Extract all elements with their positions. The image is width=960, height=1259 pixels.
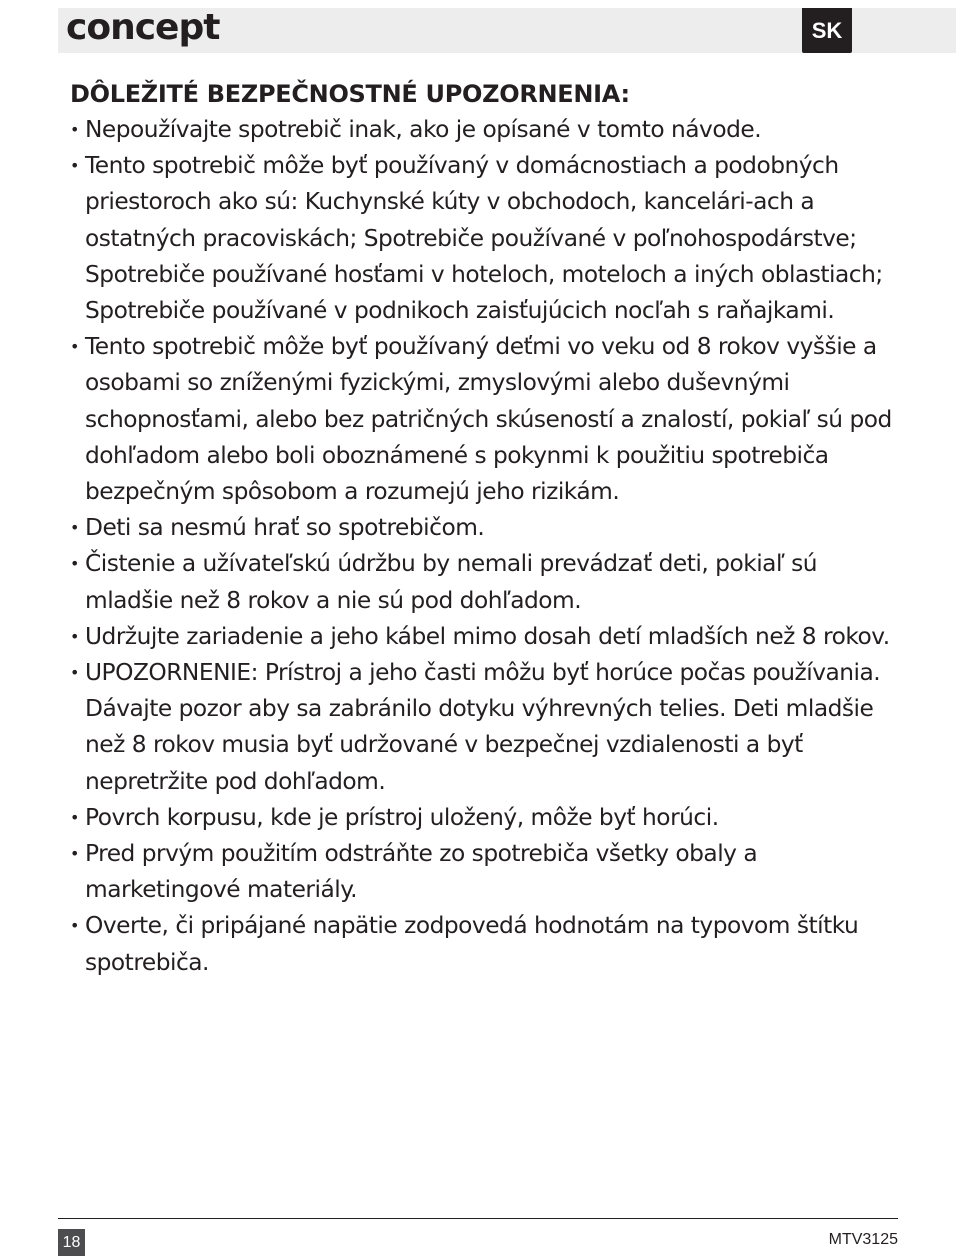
list-item [70, 546, 910, 618]
list-item-text: Tento spotrebič môže byť používaný deťmi vo veku od 8 rokov vyššie a osobami so zníženými fyzickými, zmyslovými alebo duševnými schopnosťami, alebo bez patričných skúseností a znalostí, pokiaľ sú pod dohľadom alebo boli oboznámené s pokynmi k použitiu spotrebiča bezpečným spôsobom a rozumejú jeho rizikám. [85, 333, 892, 506]
list-item [70, 619, 910, 655]
list-item [70, 655, 910, 800]
list-item [70, 510, 910, 546]
list-item [70, 329, 910, 510]
list-item-text: Čistenie a užívateľskú údržbu by nemali prevádzať deti, pokiaľ sú mladšie než 8 rokov a nie sú pod dohľadom. [85, 550, 817, 614]
list-item-text: UPOZORNENIE: Prístroj a jeho časti môžu byť horúce počas používania. Dávajte pozor aby sa zabránilo dotyku výhrevných telies. Deti mladšie než 8 rokov musia byť udržované v bezpečnej vzdialenosti a byť nepretržite pod dohľadom. [85, 659, 881, 795]
page-number: 18 [58, 1229, 85, 1256]
bullet-icon: • [70, 120, 79, 139]
bullet-icon: • [70, 337, 79, 357]
bullet-icon: • [70, 844, 79, 864]
list-item [70, 112, 910, 148]
list-item-text: Tento spotrebič môže byť používaný v domácnostiach a podobných priestoroch ako sú: Kuchynské kúty v obchodoch, kancelári-ach a ostatných pracoviskách; Spotrebiče používané v poľnohospodárstve; Spotrebiče používané hosťami v hoteloch, moteloch a iných oblastiach; Spotrebiče používané v podnikoch zaisťujúcich nocľah s raňajkami. [85, 152, 883, 325]
safety-list [70, 112, 910, 981]
list-item-text: Deti sa nesmú hrať so spotrebičom. [85, 514, 485, 542]
footer-divider [58, 1218, 898, 1219]
list-item [70, 836, 910, 908]
section-heading: DÔLEŽITÉ BEZPEČNOSTNÉ UPOZORNENIA: [70, 80, 630, 108]
bullet-icon: • [70, 807, 79, 827]
language-badge: SK [802, 8, 852, 53]
bullet-icon: • [70, 156, 79, 176]
model-number: MTV3125 [828, 1231, 898, 1248]
list-item-text: Pred prvým použitím odstráňte zo spotrebiča všetky obaly a marketingové materiály. [85, 840, 758, 904]
bullet-icon: • [70, 554, 79, 574]
list-item [70, 148, 910, 329]
brand-logo: concept [66, 7, 220, 48]
list-item-text: Nepoužívajte spotrebič inak, ako je opísané v tomto návode. [85, 116, 762, 143]
bullet-icon: • [70, 518, 79, 538]
list-item-text: Overte, či pripájané napätie zodpovedá hodnotám na typovom štítku spotrebiča. [85, 912, 859, 976]
list-item-text: Udržujte zariadenie a jeho kábel mimo dosah detí mladších než 8 rokov. [85, 622, 890, 650]
list-item [70, 908, 910, 980]
bullet-icon: • [70, 626, 79, 646]
bullet-icon: • [70, 916, 79, 936]
bullet-icon: • [70, 663, 79, 683]
list-item-text: Povrch korpusu, kde je prístroj uložený, môže byť horúci. [85, 803, 719, 831]
list-item [70, 800, 910, 836]
safety-section [70, 76, 910, 981]
